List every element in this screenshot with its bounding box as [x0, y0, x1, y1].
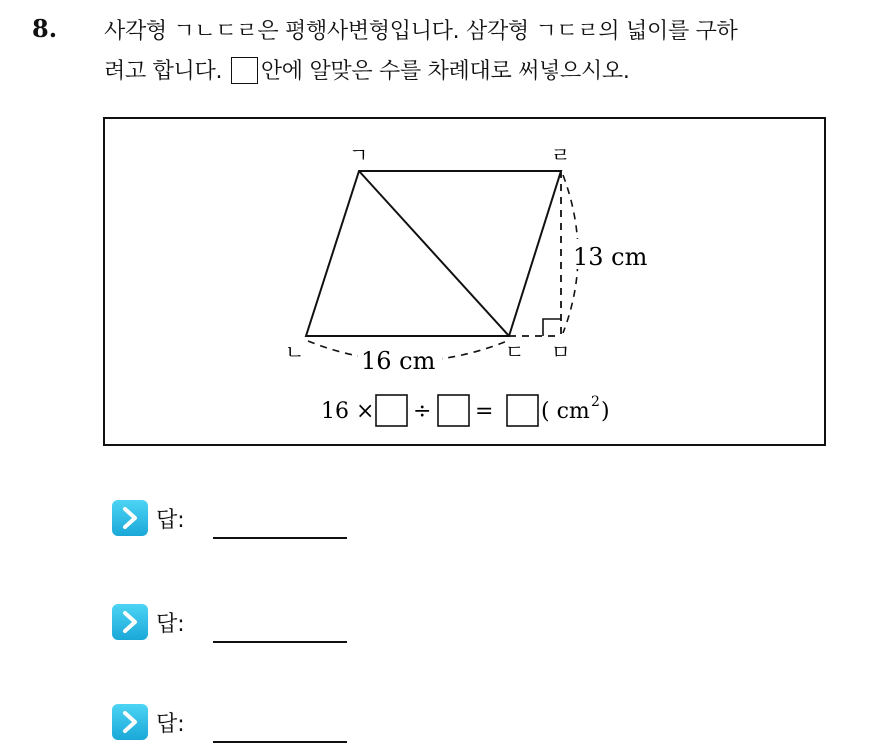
answer-label: 답:: [156, 508, 185, 533]
answer-label: 답:: [156, 612, 185, 637]
answer-line[interactable]: [213, 641, 347, 643]
question-text-line-2-before: 려고 합니다.: [104, 59, 229, 84]
question-text-line-1: 사각형 ㄱㄴㄷㄹ은 평행사변형입니다. 삼각형 ㄱㄷㄹ의 넓이를 구하: [104, 19, 738, 44]
formula-blank-2: [438, 395, 469, 426]
formula-divide: ÷: [413, 399, 432, 424]
vertex-label-g: ㄱ: [349, 143, 369, 167]
formula-blank-1: [376, 395, 407, 426]
question-number: 8.: [32, 14, 58, 43]
vertex-label-m: ㅁ: [551, 340, 571, 364]
parallelogram-figure: [105, 119, 824, 444]
answer-line[interactable]: [213, 741, 347, 743]
formula-equals: =: [475, 399, 494, 424]
answer-row-2: [112, 604, 412, 644]
formula-unit-open: ( cm: [541, 399, 590, 424]
vertex-label-d: ㄷ: [505, 340, 525, 364]
formula-blank-3: [507, 395, 538, 426]
answer-row-1: [112, 500, 412, 540]
formula-unit-exp: 2: [591, 394, 600, 410]
chevron-right-icon: [112, 500, 148, 536]
vertex-label-r: ㄹ: [551, 143, 571, 167]
formula-start: 16 ×: [321, 399, 375, 424]
chevron-right-icon: [112, 704, 148, 740]
right-angle-mark: [543, 319, 561, 336]
chevron-right-icon: [112, 604, 148, 640]
question-text-line-2: [104, 54, 630, 85]
base-label: 16 cm: [361, 347, 436, 375]
height-label: 13 cm: [573, 243, 648, 271]
diagonal-g-d: [359, 171, 509, 336]
answer-line[interactable]: [213, 537, 347, 539]
figure-box: [103, 117, 826, 446]
answer-label: 답:: [156, 712, 185, 737]
inline-blank-box: [231, 57, 258, 84]
vertex-label-n: ㄴ: [285, 340, 305, 364]
formula-unit-close: ): [601, 399, 610, 424]
question-text-line-2-after: 안에 알맞은 수를 차례대로 써넣으시오.: [260, 59, 630, 84]
answer-row-3: [112, 704, 412, 744]
